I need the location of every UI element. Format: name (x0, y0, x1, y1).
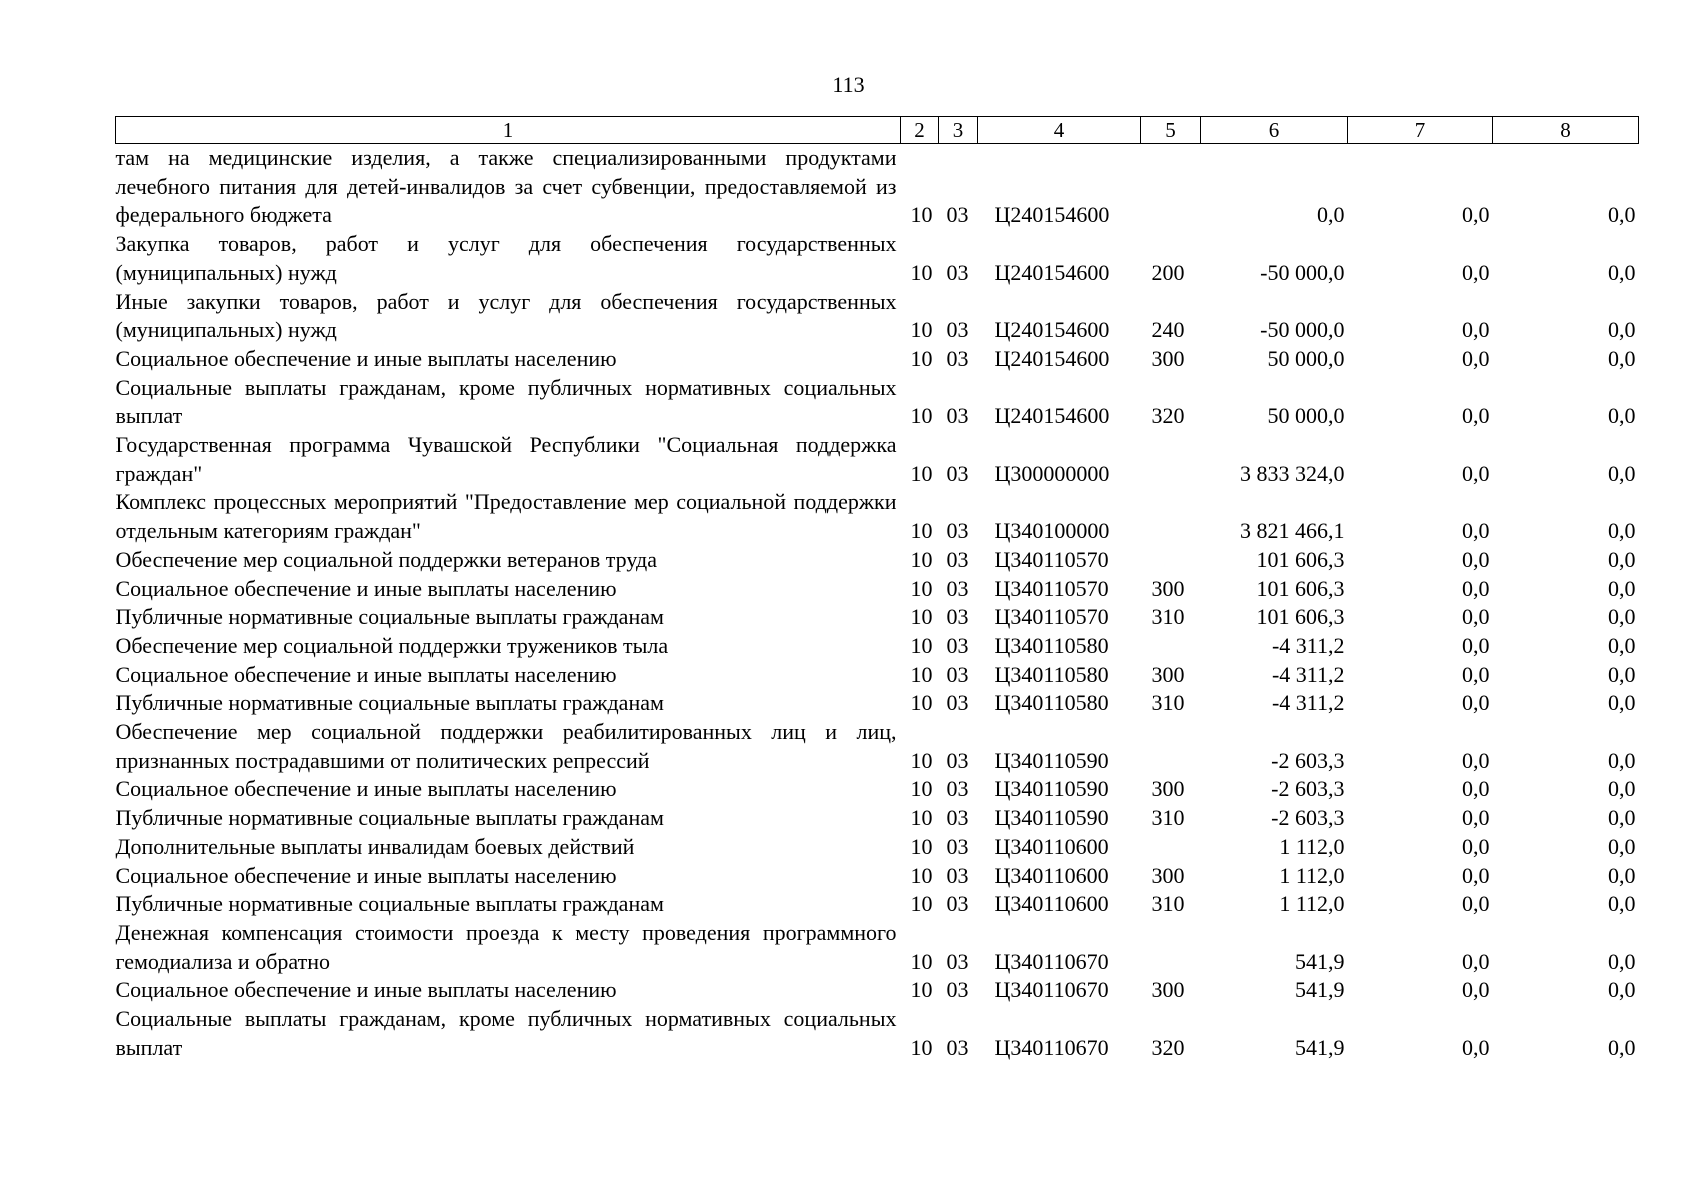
row-section: 10 (910, 518, 933, 544)
row-subsection: 03 (946, 202, 969, 228)
row-section: 10 (910, 1034, 933, 1060)
row-target-article: Ц340110670 (994, 948, 1109, 974)
row-name (116, 919, 901, 976)
row-expense-type: 300 (1151, 345, 1185, 371)
table-row (116, 919, 1639, 976)
row-subsection: 03 (946, 1034, 969, 1060)
table-row (116, 775, 1639, 804)
row-target-article: Ц340110600 (994, 862, 1109, 888)
row-amount-col6: 541,9 (1295, 948, 1345, 974)
table-row (116, 603, 1639, 632)
row-target-article: Ц240154600 (994, 259, 1110, 285)
row-subsection: 03 (946, 661, 969, 687)
table-row (116, 1005, 1639, 1062)
row-amount-col7: 0,0 (1462, 776, 1490, 802)
row-target-article: Ц340110590 (994, 747, 1109, 773)
row-amount-col6: -2 603,3 (1271, 805, 1345, 831)
row-amount-col7: 0,0 (1462, 632, 1490, 658)
row-name (116, 345, 901, 374)
table-row (116, 374, 1639, 431)
row-amount-col6: 1 112,0 (1279, 862, 1345, 888)
row-subsection: 03 (946, 317, 969, 343)
row-name-text: Социальное обеспечение и иные выплаты населению (115, 776, 617, 802)
row-name (116, 288, 901, 345)
row-amount-col8: 0,0 (1608, 518, 1636, 544)
row-target-article: Ц340110670 (994, 977, 1109, 1003)
row-name-text: Иные закупки товаров, работ и услуг для обеспечения государственных (муниципальных) нужд (115, 288, 897, 343)
row-subsection: 03 (946, 345, 969, 371)
row-section: 10 (910, 460, 933, 486)
row-name (116, 575, 901, 604)
table-body (116, 144, 1639, 1063)
table-row (116, 833, 1639, 862)
page-number: 113 (832, 72, 865, 97)
row-section: 10 (910, 604, 933, 630)
row-subsection: 03 (946, 575, 969, 601)
row-name-text: Социальное обеспечение и иные выплаты населению (115, 345, 617, 371)
row-section: 10 (910, 259, 933, 285)
table-row (116, 345, 1639, 374)
row-amount-col7: 0,0 (1462, 259, 1490, 285)
row-amount-col7: 0,0 (1462, 1034, 1490, 1060)
row-amount-col6: 1 112,0 (1279, 833, 1345, 859)
row-target-article: Ц340110600 (994, 891, 1109, 917)
row-name (116, 804, 901, 833)
row-name (116, 833, 901, 862)
table-row (116, 632, 1639, 661)
row-amount-col6: -50 000,0 (1260, 317, 1345, 343)
row-amount-col7: 0,0 (1462, 977, 1490, 1003)
row-amount-col7: 0,0 (1462, 460, 1490, 486)
table-row (116, 288, 1639, 345)
row-subsection: 03 (946, 833, 969, 859)
row-section: 10 (910, 805, 933, 831)
row-section: 10 (910, 862, 933, 888)
row-target-article: Ц300000000 (994, 460, 1110, 486)
budget-table (115, 116, 1639, 1063)
row-target-article: Ц240154600 (994, 202, 1110, 228)
header-col-7: 7 (1348, 117, 1493, 144)
row-name (116, 230, 901, 287)
row-expense-type: 300 (1151, 575, 1185, 601)
row-amount-col8: 0,0 (1608, 1034, 1636, 1060)
row-subsection: 03 (946, 977, 969, 1003)
row-name (116, 775, 901, 804)
row-amount-col6: 101 606,3 (1256, 546, 1345, 572)
row-amount-col8: 0,0 (1608, 546, 1636, 572)
row-amount-col8: 0,0 (1608, 575, 1636, 601)
row-expense-type: 300 (1151, 776, 1185, 802)
row-expense-type (1141, 144, 1201, 231)
row-expense-type: 310 (1151, 604, 1185, 630)
row-target-article: Ц340110580 (994, 632, 1109, 658)
row-expense-type: 310 (1151, 805, 1185, 831)
row-amount-col8: 0,0 (1608, 604, 1636, 630)
row-target-article: Ц340100000 (994, 518, 1110, 544)
table-row (116, 804, 1639, 833)
row-subsection: 03 (946, 518, 969, 544)
row-expense-type: 300 (1151, 862, 1185, 888)
row-amount-col7: 0,0 (1462, 805, 1490, 831)
header-col-4: 4 (978, 117, 1141, 144)
row-expense-type: 320 (1151, 1034, 1185, 1060)
row-name (116, 976, 901, 1005)
row-amount-col7: 0,0 (1462, 345, 1490, 371)
row-section: 10 (910, 317, 933, 343)
row-subsection: 03 (946, 891, 969, 917)
row-amount-col8: 0,0 (1608, 862, 1636, 888)
row-name-text: Обеспечение мер социальной поддержки тружеников тыла (115, 632, 669, 658)
header-col-2: 2 (901, 117, 939, 144)
row-name (116, 374, 901, 431)
row-name-text: Социальные выплаты гражданам, кроме публичных нормативных социальных выплат (115, 374, 897, 429)
row-amount-col7: 0,0 (1462, 575, 1490, 601)
row-subsection: 03 (946, 776, 969, 802)
row-amount-col6: 541,9 (1295, 1034, 1345, 1060)
row-amount-col7: 0,0 (1462, 661, 1490, 687)
row-amount-col7: 0,0 (1462, 948, 1490, 974)
row-amount-col6: 101 606,3 (1256, 575, 1345, 601)
header-col-5: 5 (1141, 117, 1201, 144)
header-col-1: 1 (116, 117, 901, 144)
row-amount-col7: 0,0 (1462, 690, 1490, 716)
row-name (116, 431, 901, 488)
row-name (116, 689, 901, 718)
row-name-text: Социальное обеспечение и иные выплаты населению (115, 661, 617, 687)
row-amount-col6: -2 603,3 (1271, 747, 1345, 773)
table-row (116, 575, 1639, 604)
row-section: 10 (910, 403, 933, 429)
row-name-text: Социальные выплаты гражданам, кроме публичных нормативных социальных выплат (115, 1006, 897, 1060)
row-name-text: Закупка товаров, работ и услуг для обеспечения государственных (муниципальных) нужд (115, 231, 897, 285)
row-subsection: 03 (946, 805, 969, 831)
row-amount-col6: 3 821 466,1 (1240, 518, 1345, 544)
row-amount-col8: 0,0 (1608, 747, 1636, 773)
row-expense-type: 300 (1151, 977, 1185, 1003)
row-expense-type: 200 (1151, 259, 1185, 285)
row-amount-col8: 0,0 (1608, 948, 1636, 974)
table-row (116, 230, 1639, 287)
row-subsection: 03 (946, 948, 969, 974)
table-row (116, 488, 1639, 545)
row-section: 10 (910, 202, 933, 228)
row-section: 10 (910, 661, 933, 687)
row-expense-type (1141, 546, 1201, 575)
row-amount-col8: 0,0 (1608, 460, 1636, 486)
row-target-article: Ц240154600 (994, 317, 1110, 343)
table-row (116, 661, 1639, 690)
row-amount-col8: 0,0 (1608, 403, 1636, 429)
row-amount-col7: 0,0 (1462, 862, 1490, 888)
row-amount-col8: 0,0 (1608, 632, 1636, 658)
row-amount-col7: 0,0 (1462, 833, 1490, 859)
row-name-text: Комплекс процессных мероприятий "Предоставление мер социальной поддержки отдельным категориям граждан" (115, 489, 897, 544)
row-amount-col7: 0,0 (1462, 747, 1490, 773)
row-section: 10 (910, 977, 933, 1003)
row-name (116, 546, 901, 575)
row-target-article: Ц340110590 (994, 776, 1109, 802)
row-subsection: 03 (946, 632, 969, 658)
row-subsection: 03 (946, 747, 969, 773)
row-section: 10 (910, 575, 933, 601)
table-row (116, 976, 1639, 1005)
table-row (116, 689, 1639, 718)
row-name-text: Обеспечение мер социальной поддержки ветеранов труда (115, 546, 657, 572)
row-name-text: Социальное обеспечение и иные выплаты населению (115, 862, 617, 888)
row-target-article: Ц240154600 (994, 345, 1110, 371)
row-name-text: Публичные нормативные социальные выплаты гражданам (115, 690, 664, 716)
row-name (116, 488, 901, 545)
row-amount-col8: 0,0 (1608, 805, 1636, 831)
row-amount-col6: 541,9 (1295, 977, 1345, 1003)
row-target-article: Ц340110570 (994, 575, 1109, 601)
row-target-article: Ц340110570 (994, 546, 1109, 572)
row-name-text: Публичные нормативные социальные выплаты гражданам (115, 805, 664, 831)
row-amount-col6: 0,0 (1317, 202, 1345, 228)
row-amount-col7: 0,0 (1462, 518, 1490, 544)
row-expense-type (1141, 431, 1201, 488)
table-row (116, 890, 1639, 919)
row-expense-type: 240 (1151, 317, 1185, 343)
row-name-text: Социальное обеспечение и иные выплаты населению (115, 575, 617, 601)
row-target-article: Ц340110590 (994, 805, 1109, 831)
row-amount-col8: 0,0 (1608, 345, 1636, 371)
row-amount-col8: 0,0 (1608, 891, 1636, 917)
header-row (116, 117, 1639, 144)
row-name (116, 144, 901, 231)
table-row (116, 862, 1639, 891)
row-amount-col7: 0,0 (1462, 604, 1490, 630)
row-amount-col6: 50 000,0 (1267, 403, 1345, 429)
row-name (116, 603, 901, 632)
row-name (116, 661, 901, 690)
row-subsection: 03 (946, 403, 969, 429)
row-target-article: Ц340110580 (994, 690, 1109, 716)
row-amount-col7: 0,0 (1462, 317, 1490, 343)
row-section: 10 (910, 776, 933, 802)
row-subsection: 03 (946, 862, 969, 888)
row-name-text: Публичные нормативные социальные выплаты гражданам (115, 604, 664, 630)
table-row (116, 546, 1639, 575)
row-section: 10 (910, 546, 933, 572)
row-target-article: Ц340110600 (994, 833, 1109, 859)
row-amount-col8: 0,0 (1608, 977, 1636, 1003)
row-subsection: 03 (946, 690, 969, 716)
row-amount-col6: -4 311,2 (1271, 661, 1345, 687)
row-amount-col6: 1 112,0 (1279, 891, 1345, 917)
row-amount-col7: 0,0 (1462, 202, 1490, 228)
row-subsection: 03 (946, 604, 969, 630)
row-section: 10 (910, 891, 933, 917)
row-amount-col8: 0,0 (1608, 661, 1636, 687)
row-name-text: Обеспечение мер социальной поддержки реабилитированных лиц и лиц, признанных пострадавшими от политических репрессий (115, 719, 897, 773)
row-name-text: Публичные нормативные социальные выплаты гражданам (115, 891, 664, 917)
row-name-text: Денежная компенсация стоимости проезда к месту проведения программного гемодиализа и обратно (115, 919, 897, 974)
row-amount-col8: 0,0 (1608, 776, 1636, 802)
header-col-6: 6 (1201, 117, 1348, 144)
row-expense-type (1141, 718, 1201, 775)
table-row (116, 144, 1639, 231)
row-name (116, 632, 901, 661)
row-subsection: 03 (946, 259, 969, 285)
row-amount-col6: -2 603,3 (1271, 776, 1345, 802)
row-amount-col6: -4 311,2 (1271, 632, 1345, 658)
row-amount-col6: 101 606,3 (1256, 604, 1345, 630)
row-amount-col7: 0,0 (1462, 891, 1490, 917)
row-section: 10 (910, 747, 933, 773)
row-expense-type (1141, 488, 1201, 545)
row-name (116, 718, 901, 775)
row-subsection: 03 (946, 546, 969, 572)
row-name-text: там на медицинские изделия, а также специализированными продуктами лечебного питания для детей-инвалидов за счет субвенции, предоставляемой из федерального бюджета (115, 145, 897, 228)
row-expense-type (1141, 632, 1201, 661)
row-target-article: Ц340110580 (994, 661, 1109, 687)
row-target-article: Ц240154600 (994, 403, 1110, 429)
header-col-8: 8 (1493, 117, 1639, 144)
row-target-article: Ц340110670 (994, 1034, 1109, 1060)
row-name (116, 862, 901, 891)
row-expense-type: 310 (1151, 891, 1185, 917)
row-name (116, 1005, 901, 1062)
row-section: 10 (910, 948, 933, 974)
row-name-text: Государственная программа Чувашской Республики "Социальная поддержка граждан" (115, 432, 897, 486)
row-amount-col6: -4 311,2 (1271, 690, 1345, 716)
row-section: 10 (910, 833, 933, 859)
row-subsection: 03 (946, 460, 969, 486)
table-row (116, 718, 1639, 775)
row-name-text: Социальное обеспечение и иные выплаты населению (115, 977, 617, 1003)
row-amount-col7: 0,0 (1462, 546, 1490, 572)
row-amount-col6: 3 833 324,0 (1240, 460, 1345, 486)
header-col-3: 3 (939, 117, 978, 144)
row-section: 10 (910, 345, 933, 371)
table-header (116, 117, 1639, 144)
row-expense-type: 310 (1151, 690, 1185, 716)
row-amount-col8: 0,0 (1608, 259, 1636, 285)
row-name (116, 890, 901, 919)
row-expense-type (1141, 833, 1201, 862)
row-amount-col8: 0,0 (1608, 690, 1636, 716)
row-amount-col8: 0,0 (1608, 317, 1636, 343)
row-section: 10 (910, 690, 933, 716)
row-amount-col6: 50 000,0 (1267, 345, 1345, 371)
row-amount-col8: 0,0 (1608, 833, 1636, 859)
row-expense-type (1141, 919, 1201, 976)
table-row (116, 431, 1639, 488)
row-name-text: Дополнительные выплаты инвалидам боевых действий (115, 833, 635, 859)
row-target-article: Ц340110570 (994, 604, 1109, 630)
row-expense-type: 300 (1151, 661, 1185, 687)
row-amount-col7: 0,0 (1462, 403, 1490, 429)
row-amount-col6: -50 000,0 (1260, 259, 1345, 285)
row-section: 10 (910, 632, 933, 658)
row-expense-type: 320 (1151, 403, 1185, 429)
row-amount-col8: 0,0 (1608, 202, 1636, 228)
